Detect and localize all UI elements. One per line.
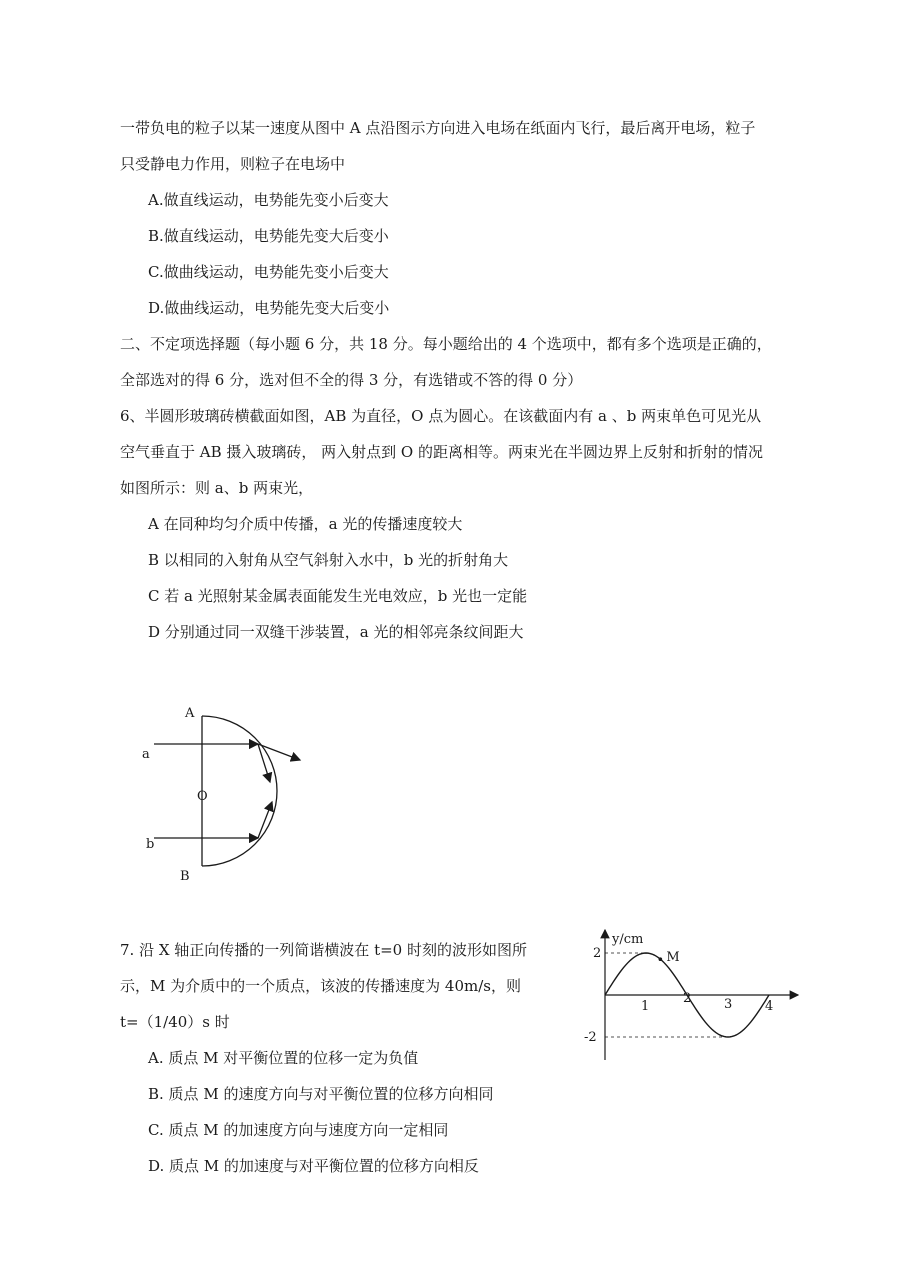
section2-line1: 二、不定项选择题（每小题 6 分，共 18 分。每小题给出的 4 个选项中，都有多个选项是正确的， (120, 335, 772, 353)
wave-chart (580, 925, 810, 1065)
semicircle-arc (202, 716, 277, 866)
semicircle-glass-figure (130, 700, 330, 900)
q6-option-a: A 在同种均匀介质中传播，a 光的传播速度较大 (148, 515, 463, 533)
q7-stem-line2: 示，M 为介质中的一个质点，该波的传播速度为 40m/s，则 (120, 977, 521, 995)
label-b: b (146, 837, 155, 852)
x-tick-label: 1 (641, 999, 650, 1014)
q5-option-b: B.做直线运动，电势能先变大后变小 (148, 227, 389, 245)
q5-option-d: D.做曲线运动，电势能先变大后变小 (148, 299, 390, 317)
q6-option-b: B 以相同的入射角从空气斜射入水中，b 光的折射角大 (148, 551, 509, 569)
q7-option-a: A. 质点 M 对平衡位置的位移一定为负值 (148, 1049, 419, 1067)
label-A: A (185, 706, 195, 721)
q5-option-c: C.做曲线运动，电势能先变小后变大 (148, 263, 389, 281)
ray-a-refracted (258, 744, 300, 760)
label-B: B (180, 869, 190, 884)
q7-stem-line1: 7. 沿 X 轴正向传播的一列简谐横波在 t=0 时刻的波形如图所 (120, 941, 527, 959)
label-O: O (197, 789, 208, 804)
q5-stem-line1: 一带负电的粒子以某一速度从图中 A 点沿图示方向进入电场在纸面内飞行，最后离开电场，粒子 (120, 119, 756, 137)
q7-option-d: D. 质点 M 的加速度与对平衡位置的位移方向相反 (148, 1157, 479, 1175)
q6-stem-line1: 6、半圆形玻璃砖横截面如图，AB 为直径，O 点为圆心。在该截面内有 a 、b 两束单色可见光从 (120, 407, 762, 425)
q7-stem-line3: t=（1/40）s 时 (120, 1013, 230, 1031)
q7-option-c: C. 质点 M 的加速度方向与速度方向一定相同 (148, 1121, 449, 1139)
q6-option-d: D 分别通过同一双缝干涉装置，a 光的相邻亮条纹间距大 (148, 623, 524, 641)
q6-option-c: C 若 a 光照射某金属表面能发生光电效应，b 光也一定能 (148, 587, 528, 605)
x-tick-label: 2 (683, 991, 692, 1006)
q6-stem-line3: 如图所示：则 a、b 两束光， (120, 479, 314, 497)
label-a: a (142, 747, 150, 762)
section2-line2: 全部选对的得 6 分，选对但不全的得 3 分，有选错或不答的得 0 分） (120, 371, 583, 389)
x-tick-label: 4 (765, 999, 774, 1014)
point-m-marker (659, 957, 663, 961)
y-axis-label: y/cm (612, 932, 644, 947)
x-tick-label: 3 (724, 997, 733, 1012)
point-m-label: M (666, 950, 680, 966)
q5-option-a: A.做直线运动，电势能先变小后变大 (148, 191, 389, 209)
q7-option-b: B. 质点 M 的速度方向与对平衡位置的位移方向相同 (148, 1085, 494, 1103)
y-tick-label: -2 (584, 1030, 597, 1045)
q5-stem-line2: 只受静电力作用，则粒子在电场中 (120, 155, 346, 173)
q6-stem-line2: 空气垂直于 AB 摄入玻璃砖， 两入射点到 O 的距离相等。两束光在半圆边界上反射和折射的情况 (120, 443, 763, 461)
y-tick-label: 2 (593, 946, 602, 961)
